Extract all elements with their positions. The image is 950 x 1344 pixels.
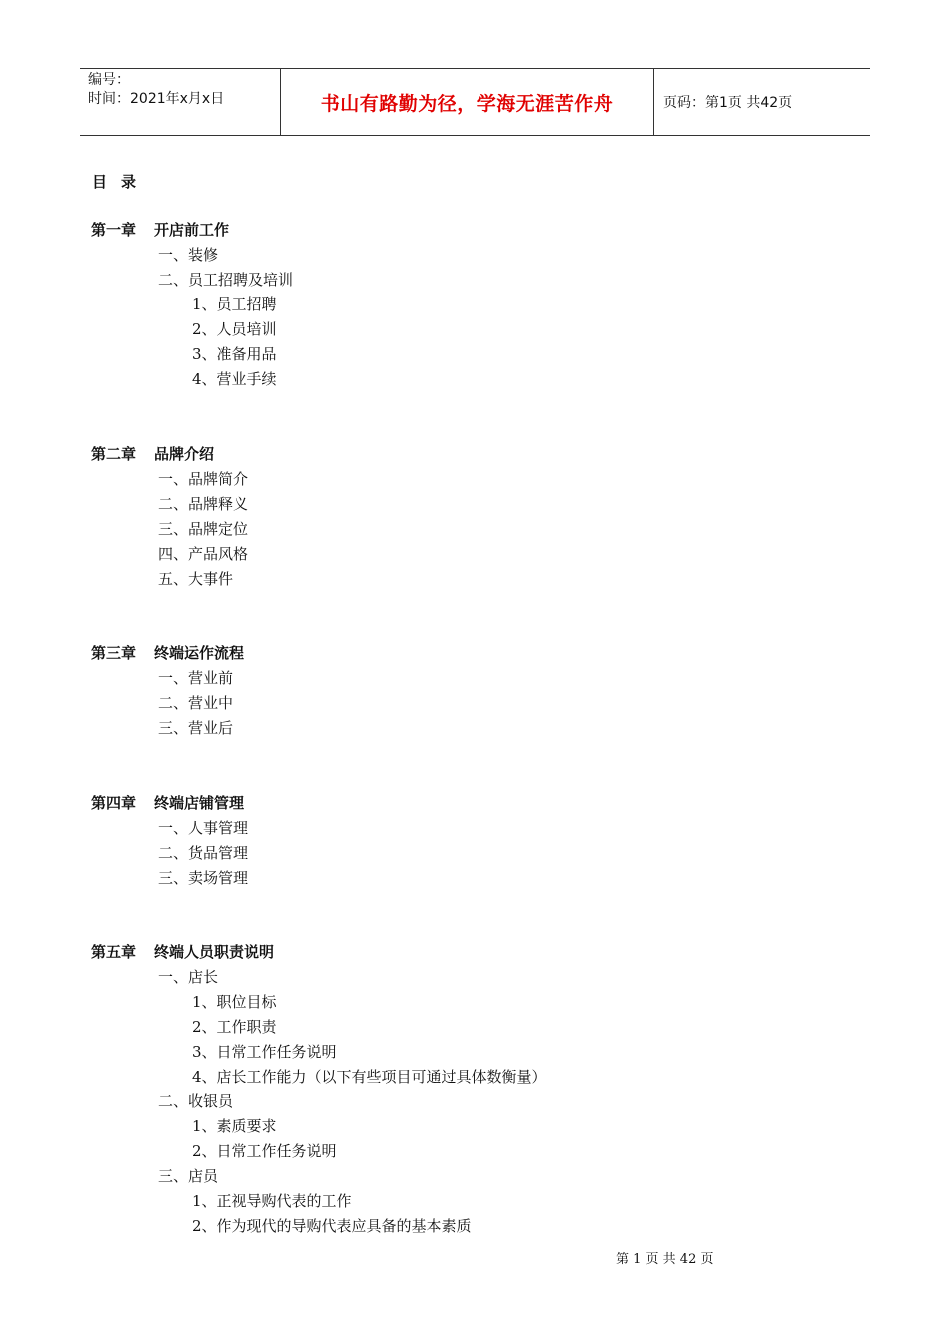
toc-subitem: 3、准备用品	[192, 345, 277, 363]
chapter-title: 终端运作流程	[154, 644, 245, 662]
document-header	[80, 68, 870, 136]
number-label: 编号：	[88, 72, 130, 88]
toc-subitem: 1、职位目标	[192, 993, 277, 1011]
chapter-heading	[91, 942, 274, 962]
toc-item: 五、大事件	[158, 570, 234, 588]
chapter-title: 品牌介绍	[154, 445, 215, 463]
chapter-heading	[91, 793, 244, 813]
toc-item: 二、货品管理	[158, 844, 249, 862]
toc-item: 一、人事管理	[158, 819, 249, 837]
page-label: 页码：第1页 共42页	[663, 95, 793, 111]
toc-item: 一、营业前	[158, 669, 234, 687]
toc-item: 一、店长	[158, 968, 219, 986]
chapter-title: 终端店铺管理	[154, 794, 245, 812]
chapter-heading	[91, 444, 214, 464]
motto-text: 书山有路勤为径，学海无涯苦作舟	[320, 92, 614, 115]
toc-subitem: 2、人员培训	[192, 320, 277, 338]
chapter-label: 第三章	[91, 644, 137, 662]
toc-subitem: 1、素质要求	[192, 1117, 277, 1135]
toc-subitem: 2、作为现代的导购代表应具备的基本素质	[192, 1217, 472, 1235]
toc-subitem: 3、日常工作任务说明	[192, 1043, 337, 1061]
chapter-label: 第二章	[91, 445, 137, 463]
toc-item: 三、营业后	[158, 719, 234, 737]
chapter-title: 终端人员职责说明	[154, 943, 275, 961]
toc-item: 二、营业中	[158, 694, 234, 712]
header-meta	[80, 69, 281, 135]
toc-item: 二、收银员	[158, 1092, 234, 1110]
chapter-label: 第五章	[91, 943, 137, 961]
toc-subitem: 4、店长工作能力（以下有些项目可通过具体数衡量）	[192, 1068, 547, 1086]
toc-item: 一、品牌简介	[158, 470, 249, 488]
toc-item: 四、产品风格	[158, 545, 249, 563]
toc-subitem: 2、日常工作任务说明	[192, 1142, 337, 1160]
toc-title: 目录	[92, 173, 151, 191]
chapter-label: 第四章	[91, 794, 137, 812]
chapter-heading	[91, 220, 229, 240]
chapter-heading	[91, 643, 244, 663]
toc-subitem: 4、营业手续	[192, 370, 277, 388]
toc-item: 三、品牌定位	[158, 520, 249, 538]
toc-subitem: 1、员工招聘	[192, 295, 277, 313]
toc-subitem: 2、工作职责	[192, 1018, 277, 1036]
header-page-cell	[654, 69, 870, 135]
toc-item: 二、品牌释义	[158, 495, 249, 513]
toc-item: 一、装修	[158, 246, 219, 264]
page-footer: 第 1 页 共 42 页	[616, 1252, 714, 1267]
toc-item: 三、店员	[158, 1167, 219, 1185]
time-label: 时间：2021年x月x日	[88, 91, 225, 107]
header-motto-cell	[281, 69, 654, 135]
toc-item: 二、员工招聘及培训	[158, 271, 294, 289]
chapter-label: 第一章	[91, 221, 137, 239]
toc-item: 三、卖场管理	[158, 869, 249, 887]
toc-subitem: 1、正视导购代表的工作	[192, 1192, 352, 1210]
chapter-title: 开店前工作	[154, 221, 230, 239]
